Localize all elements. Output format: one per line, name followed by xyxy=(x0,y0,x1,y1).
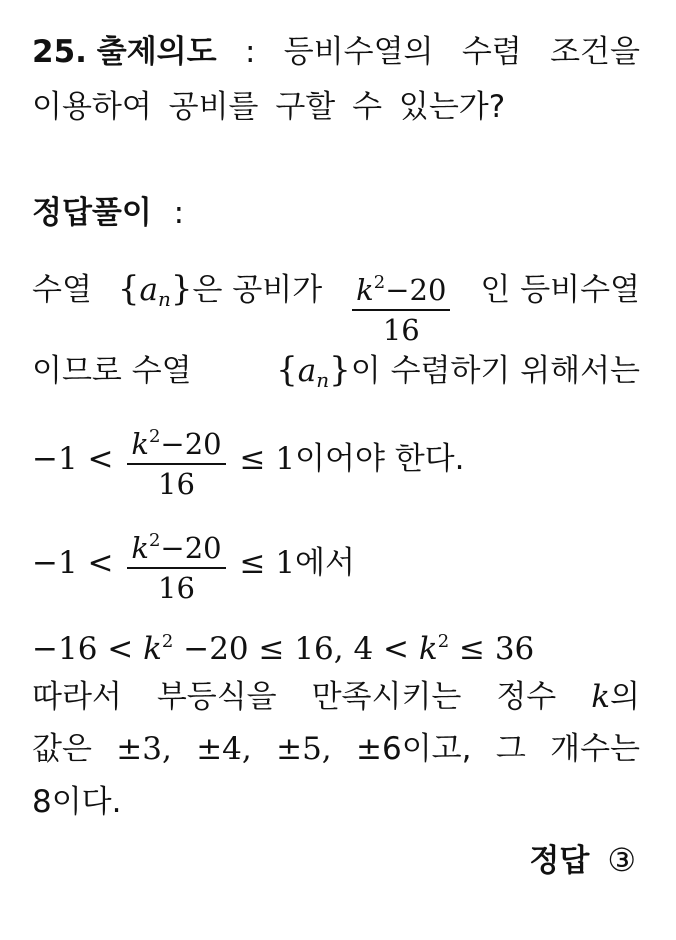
fraction-numerator xyxy=(352,266,450,311)
ineq-fraction xyxy=(127,420,225,501)
text-count: 8이다. xyxy=(32,784,122,820)
num-var: k xyxy=(356,273,374,307)
solution-inequality-3 xyxy=(32,622,640,669)
num-sup: 2 xyxy=(148,530,161,551)
num-rest: −20 xyxy=(160,531,222,565)
problem-intent-line2 xyxy=(32,87,640,127)
num-rest: −20 xyxy=(385,273,447,307)
ratio-fraction xyxy=(352,266,450,347)
num-rest: −20 xyxy=(160,427,222,461)
num-sup: 2 xyxy=(373,272,386,293)
sequence-notation xyxy=(118,254,322,334)
intent-label: 출제의도 xyxy=(96,34,217,70)
fraction-denominator: 16 xyxy=(382,313,420,347)
word: 값은 xyxy=(32,731,92,767)
problem-intent-line1 xyxy=(32,32,640,72)
intent-word: 조건을 xyxy=(550,34,640,70)
answer-line xyxy=(529,840,636,881)
fraction-numerator xyxy=(127,420,225,465)
word: 만족시키는 xyxy=(311,679,462,715)
seq-var: a xyxy=(297,353,317,389)
num-var: k xyxy=(131,531,149,565)
answer-choice: ③ xyxy=(607,841,636,879)
solution-line1 xyxy=(32,254,640,347)
brace-close: } xyxy=(170,269,193,309)
intent-word: 등비수열의 xyxy=(283,34,434,70)
fraction-denominator: 16 xyxy=(158,571,195,605)
intent-colon: : xyxy=(244,34,256,70)
seq-var: a xyxy=(139,272,159,308)
ineq-right: ≤ 1 xyxy=(239,545,296,581)
intent-text: 이용하여 공비를 구할 수 있는가? xyxy=(32,89,506,125)
word: 따라서 xyxy=(32,679,122,715)
text-from: 에서 xyxy=(295,545,355,581)
solution-line2 xyxy=(32,350,640,400)
num-var: k xyxy=(131,427,149,461)
solution-label: 정답풀이 xyxy=(32,195,152,231)
intent-word: 수렴 xyxy=(461,34,522,70)
word: 의 xyxy=(610,679,640,715)
ineq-part: ≤ 36 xyxy=(459,631,535,667)
solution-line6 xyxy=(32,677,640,717)
ineq-part: −20 ≤ 16, 4 < xyxy=(183,631,410,667)
brace-open: { xyxy=(117,269,140,309)
value-item: ±6이고, xyxy=(356,731,472,767)
num-sup: 2 xyxy=(148,426,161,447)
sup-2: 2 xyxy=(161,631,174,652)
value-item: ±3, xyxy=(116,731,172,767)
text-geometric: 인 등비수열 xyxy=(480,272,640,308)
text-sequence: 수열 xyxy=(32,272,92,308)
fraction-numerator xyxy=(127,524,225,569)
ineq-left: −1 < xyxy=(32,545,114,581)
text-converge: 이 수렴하기 위해서는 xyxy=(350,353,640,389)
solution-inequality-1 xyxy=(32,420,640,501)
var-k: k xyxy=(591,679,611,715)
text-so-sequence: 이므로 수열 xyxy=(32,353,192,389)
solution-colon: : xyxy=(173,195,185,231)
solution-line8 xyxy=(32,782,640,822)
solution-line7 xyxy=(32,729,640,769)
value-item: ±5, xyxy=(276,731,332,767)
var-k: k xyxy=(418,631,438,667)
word: 정수 xyxy=(496,679,557,715)
solution-heading xyxy=(32,193,640,233)
ineq-fraction xyxy=(127,524,225,605)
ineq-left: −1 < xyxy=(32,441,114,477)
solution-inequality-2 xyxy=(32,524,640,605)
seq-sub: n xyxy=(316,368,330,392)
answer-label: 정답 xyxy=(529,843,590,879)
word: 개수는 xyxy=(550,731,640,767)
word: 부등식을 xyxy=(156,679,277,715)
var-k: k xyxy=(143,631,162,667)
ineq-right: ≤ 1 xyxy=(239,441,296,477)
sequence-notation-2 xyxy=(276,350,640,400)
fraction-denominator: 16 xyxy=(158,467,195,501)
seq-sub: n xyxy=(158,287,171,311)
text-must-be: 이어야 한다. xyxy=(295,441,465,477)
sup-2: 2 xyxy=(437,631,450,652)
brace-close: } xyxy=(329,350,351,390)
word: 그 xyxy=(495,731,526,767)
text-ratio: 은 공비가 xyxy=(192,272,323,308)
value-item: ±4, xyxy=(196,731,252,767)
ineq-part: −16 < xyxy=(32,631,134,667)
problem-number: 25. xyxy=(32,34,87,70)
brace-open: { xyxy=(276,350,298,390)
